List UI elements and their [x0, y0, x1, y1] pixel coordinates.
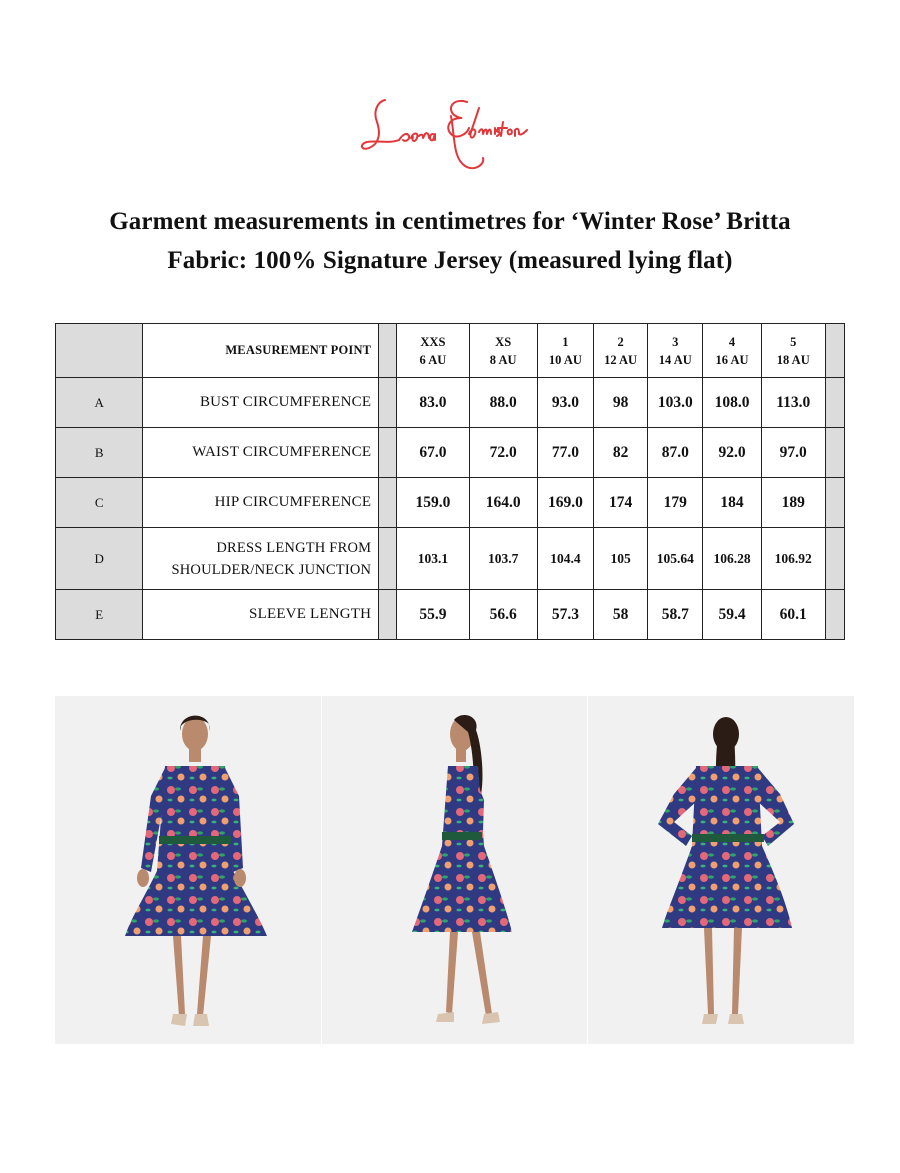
table-row — [56, 590, 845, 640]
table-header-row — [56, 324, 845, 378]
value-cell: 93.0 — [537, 378, 593, 428]
gap-cell — [379, 478, 397, 528]
value-cell: 104.4 — [537, 528, 593, 590]
value-cell: 60.1 — [761, 590, 825, 640]
table-row — [56, 378, 845, 428]
value-cell: 98 — [594, 378, 648, 428]
row-key: B — [56, 428, 143, 478]
value-cell: 108.0 — [703, 378, 761, 428]
value-cell: 59.4 — [703, 590, 761, 640]
gap-cell — [379, 324, 397, 378]
end-gap-cell — [825, 590, 844, 640]
row-label: DRESS LENGTH FROM SHOULDER/NECK JUNCTION — [143, 528, 379, 590]
table-row — [56, 528, 845, 590]
value-cell: 67.0 — [397, 428, 469, 478]
value-cell: 87.0 — [648, 428, 703, 478]
value-cell: 57.3 — [537, 590, 593, 640]
value-cell: 92.0 — [703, 428, 761, 478]
value-cell: 164.0 — [469, 478, 537, 528]
title-line-1: Garment measurements in centimetres for ‘Winter Rose’ Britta — [109, 208, 791, 235]
value-cell: 179 — [648, 478, 703, 528]
size-header: 2 12 AU — [594, 324, 648, 378]
end-gap-cell — [825, 528, 844, 590]
header-key-cell — [56, 324, 143, 378]
photo-side-view — [322, 696, 587, 1044]
end-gap-cell — [825, 324, 844, 378]
gap-cell — [379, 378, 397, 428]
row-key: E — [56, 590, 143, 640]
row-label: HIP CIRCUMFERENCE — [143, 478, 379, 528]
value-cell: 72.0 — [469, 428, 537, 478]
value-cell: 103.7 — [469, 528, 537, 590]
brand-logo — [355, 88, 545, 180]
row-key: C — [56, 478, 143, 528]
value-cell: 82 — [594, 428, 648, 478]
row-key: D — [56, 528, 143, 590]
table-row — [56, 478, 845, 528]
photo-back-view — [588, 696, 854, 1044]
value-cell: 113.0 — [761, 378, 825, 428]
value-cell: 106.28 — [703, 528, 761, 590]
table-row — [56, 428, 845, 478]
value-cell: 56.6 — [469, 590, 537, 640]
value-cell: 77.0 — [537, 428, 593, 478]
value-cell: 55.9 — [397, 590, 469, 640]
row-label: BUST CIRCUMFERENCE — [143, 378, 379, 428]
end-gap-cell — [825, 428, 844, 478]
value-cell: 83.0 — [397, 378, 469, 428]
size-header: XXS 6 AU — [397, 324, 469, 378]
row-label: SLEEVE LENGTH — [143, 590, 379, 640]
photo-front-view — [55, 696, 321, 1044]
gap-cell — [379, 428, 397, 478]
value-cell: 159.0 — [397, 478, 469, 528]
value-cell: 174 — [594, 478, 648, 528]
value-cell: 184 — [703, 478, 761, 528]
value-cell: 169.0 — [537, 478, 593, 528]
size-header: 1 10 AU — [537, 324, 593, 378]
value-cell: 88.0 — [469, 378, 537, 428]
value-cell: 97.0 — [761, 428, 825, 478]
title-line-2: Fabric: 100% Signature Jersey (measured lying flat) — [167, 247, 733, 274]
value-cell: 105 — [594, 528, 648, 590]
size-header: 4 16 AU — [703, 324, 761, 378]
model-photos — [55, 696, 854, 1044]
size-chart-table — [55, 323, 845, 640]
value-cell: 58.7 — [648, 590, 703, 640]
value-cell: 103.0 — [648, 378, 703, 428]
value-cell: 106.92 — [761, 528, 825, 590]
value-cell: 189 — [761, 478, 825, 528]
end-gap-cell — [825, 378, 844, 428]
value-cell: 103.1 — [397, 528, 469, 590]
end-gap-cell — [825, 478, 844, 528]
gap-cell — [379, 590, 397, 640]
value-cell: 105.64 — [648, 528, 703, 590]
value-cell: 58 — [594, 590, 648, 640]
row-label: WAIST CIRCUMFERENCE — [143, 428, 379, 478]
size-header: 3 14 AU — [648, 324, 703, 378]
header-measurement-point: MEASUREMENT POINT — [143, 324, 379, 378]
row-key: A — [56, 378, 143, 428]
size-header: XS 8 AU — [469, 324, 537, 378]
gap-cell — [379, 528, 397, 590]
size-header: 5 18 AU — [761, 324, 825, 378]
